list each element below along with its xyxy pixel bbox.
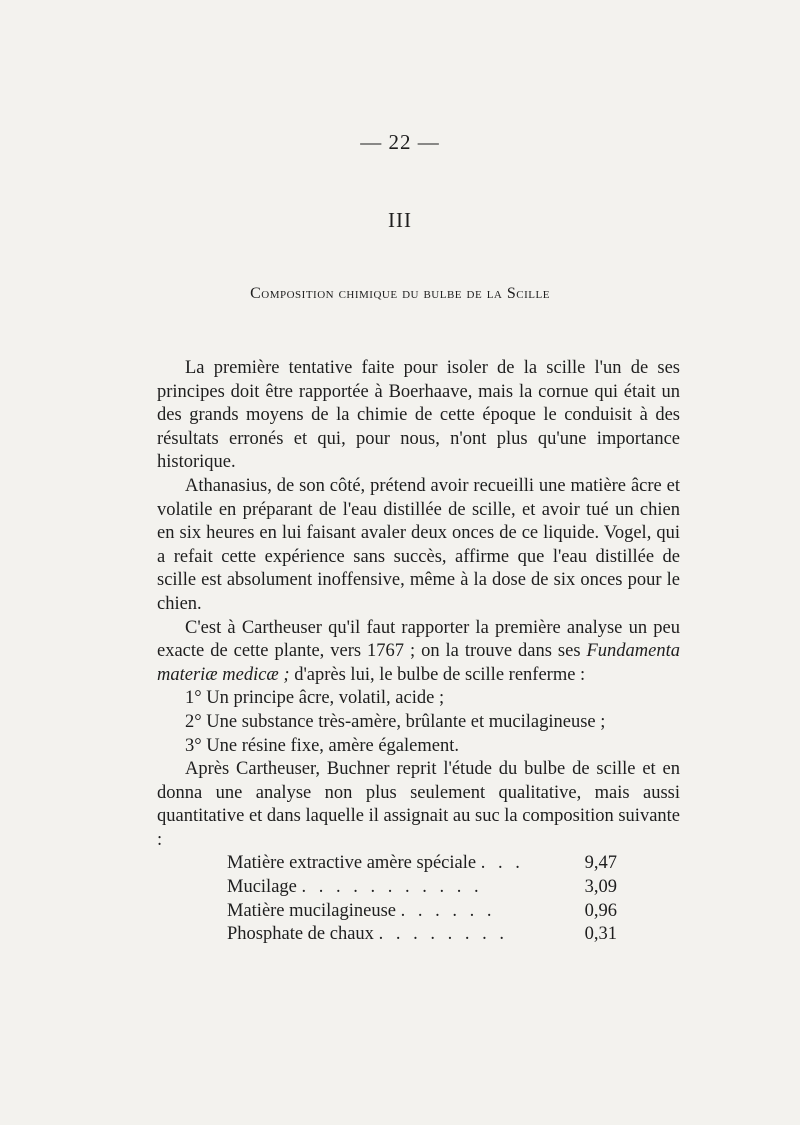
leader-dots: . . . . . . . . . . .	[301, 877, 483, 898]
section-numeral: III	[388, 208, 412, 232]
page-number: — 22 —	[360, 130, 440, 154]
leader-dots: . . .	[480, 853, 524, 874]
material-value: 0,96	[584, 900, 617, 921]
paragraph-athanasius: Athanasius, de son côté, prétend avoir recueilli une matière âcre et volatile en préparant de l'eau distillée de scille, et avoir tué un chien en six heures en lui faisant avaler deux onces de ce liquide. Vogel, qui a refait cette expérience sans succès, affirme que l'eau distillée de scille est absolument inoffensive, même à la dose de six onces pour le chien.	[157, 475, 680, 614]
composition-table	[227, 852, 617, 946]
material-name: Phosphate de chaux	[227, 924, 374, 945]
material-name: Mucilage	[227, 877, 297, 898]
list-item: 2° Une substance très-amère, brûlante et mucilagineuse ;	[185, 711, 606, 732]
material-name: Matière mucilagineuse	[227, 900, 397, 921]
section-title: Composition chimique du bulbe de la Scille	[250, 285, 550, 302]
paragraph-boerhaave: La première tentative faite pour isoler de la scille l'un de ses principes doit être rapportée à Boerhaave, mais la cornue qui était un des grands moyens de la chimie de cette époque le conduisit à des résultats erronés et qui, pour nous, n'ont plus qu'une importance historique.	[157, 358, 680, 473]
material-value: 0,31	[584, 924, 617, 945]
table-row	[227, 852, 617, 876]
material-value: 9,47	[584, 853, 617, 874]
paragraph-cartheuser-end: d'après lui, le bulbe de scille renferme :	[294, 664, 586, 685]
list-item: 1° Un principe âcre, volatil, acide ;	[185, 688, 445, 709]
leader-dots: . . . . . .	[400, 900, 496, 921]
material-name: Matière extractive amère spéciale	[227, 853, 477, 874]
body-text	[157, 357, 680, 947]
table-row	[227, 900, 617, 924]
material-value: 3,09	[584, 877, 617, 898]
list-item: 3° Une résine fixe, amère également.	[185, 735, 459, 756]
leader-dots: . . . . . . . .	[378, 924, 508, 945]
table-row	[227, 923, 617, 947]
table-row	[227, 876, 617, 900]
paragraph-buchner: Après Cartheuser, Buchner reprit l'étude du bulbe de scille et en donna une analyse non plus seulement qualitative, mais aussi quantitative et dans laquelle il assignait au suc la composition suivante :	[157, 759, 681, 850]
book-title: Fundamenta materiæ medicæ ;	[157, 641, 681, 685]
paragraph-cartheuser-start: C'est à Cartheuser qu'il faut rapporter la première analyse un peu exacte de cette plante, vers 1767 ; on la trouve dans ses	[157, 617, 680, 662]
paragraph-cartheuser	[157, 617, 680, 688]
